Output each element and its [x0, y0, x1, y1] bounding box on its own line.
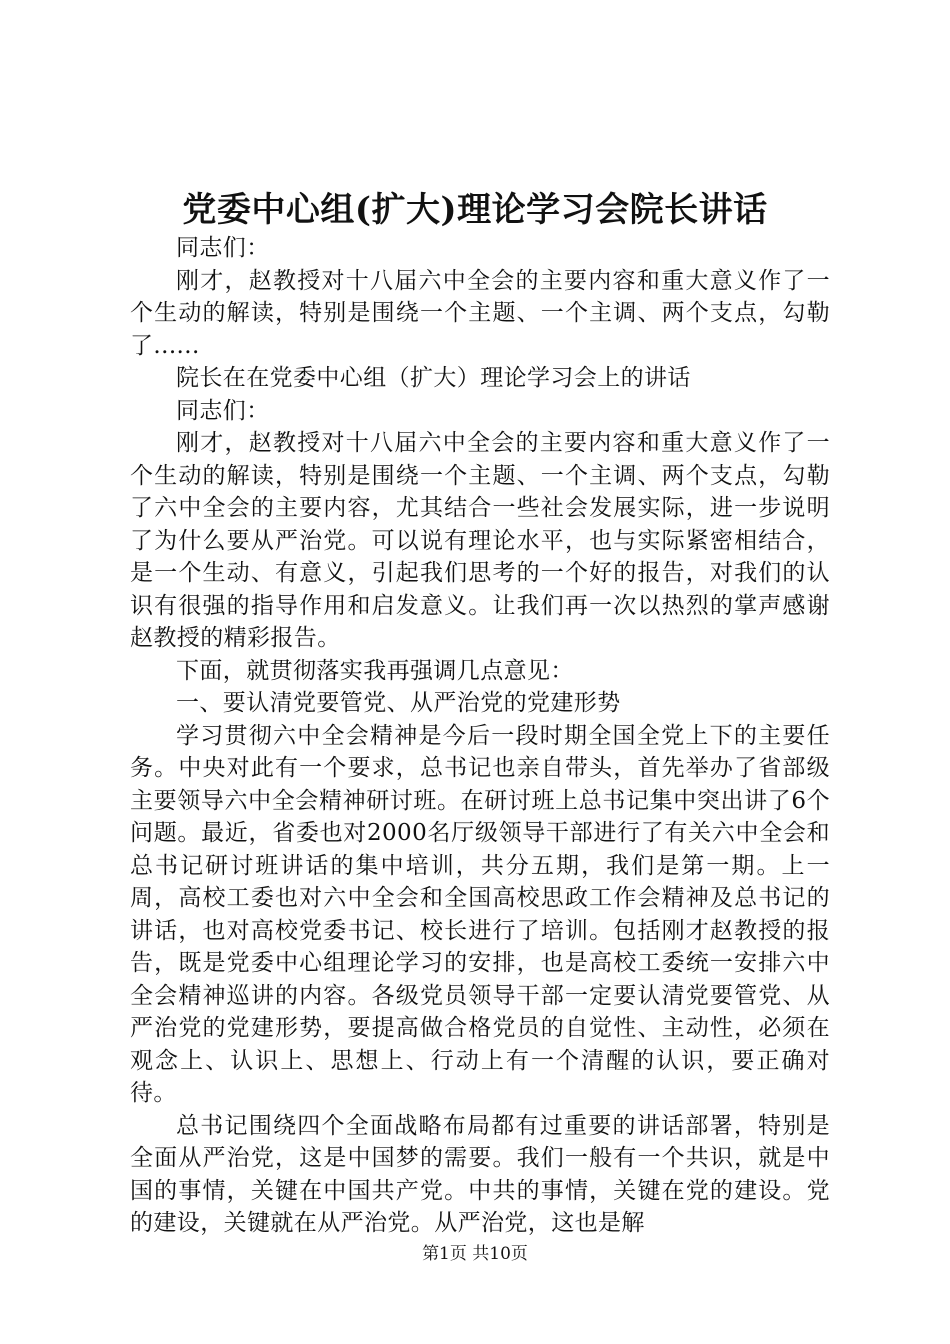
paragraph-section-one: 学习贯彻六中全会精神是今后一段时期全国全党上下的主要任务。中央对此有一个要求，总书记也亲自带头，首先举办了省部级主要领导六中全会精神研讨班。在研讨班上总书记集中突出讲了6个问题。最近，省委也对2000名厅级领导干部进行了有关六中全会和总书记研讨班讲话的集中培训，共分五期，我们是第一期。上一周，高校工委也对六中全会和全国高校思政工作会精神及总书记的讲话，也对高校党委书记、校长进行了培训。包括刚才赵教授的报告，既是党委中心组理论学习的安排，也是高校工委统一安排六中全会精神巡讲的内容。各级党员领导干部一定要认清党要管党、从严治党的党建形势，要提高做合格党员的自觉性、主动性，必须在观念上、认识上、思想上、行动上有一个清醒的认识，要正确对待。: [130, 722, 830, 1106]
paragraph-subtitle: 院长在在党委中心组（扩大）理论学习会上的讲话: [176, 365, 691, 391]
document-title: 党委中心组(扩大)理论学习会院长讲话: [182, 190, 768, 230]
page-number-footer: 第1页 共10页: [422, 1244, 528, 1264]
paragraph-greeting-repeat: 同志们：: [176, 397, 270, 424]
paragraph-continuation: 总书记围绕四个全面战略布局都有过重要的讲话部署，特别是全面从严治党，这是中国梦的需要。我们一般有一个共识，就是中国的事情，关键在中国共产党。中共的事情，关键在党的建设。党的建设，关键就在从严治党。从严治党，这也是解: [130, 1112, 830, 1236]
document-body: [130, 232, 830, 1240]
paragraph-transition: 下面，就贯彻落实我再强调几点意见：: [176, 657, 574, 684]
paragraph-summary: 刚才，赵教授对十八届六中全会的主要内容和重大意义作了一个生动的解读，特别是围绕一个主题、一个主调、两个支点，勾勒了......: [130, 267, 830, 359]
paragraph-opening: 刚才，赵教授对十八届六中全会的主要内容和重大意义作了一个生动的解读，特别是围绕一个主题、一个主调、两个支点，勾勒了六中全会的主要内容，尤其结合一些社会发展实际，进一步说明了为什么要从严治党。可以说有理论水平，也与实际紧密相结合，是一个生动、有意义，引起我们思考的一个好的报告，对我们的认识有很强的指导作用和启发意义。让我们再一次以热烈的掌声感谢赵教授的精彩报告。: [130, 430, 830, 651]
paragraph-greeting: 同志们：: [176, 235, 270, 261]
section-heading-one: 一、要认清党要管党、从严治党的党建形势: [176, 690, 621, 716]
